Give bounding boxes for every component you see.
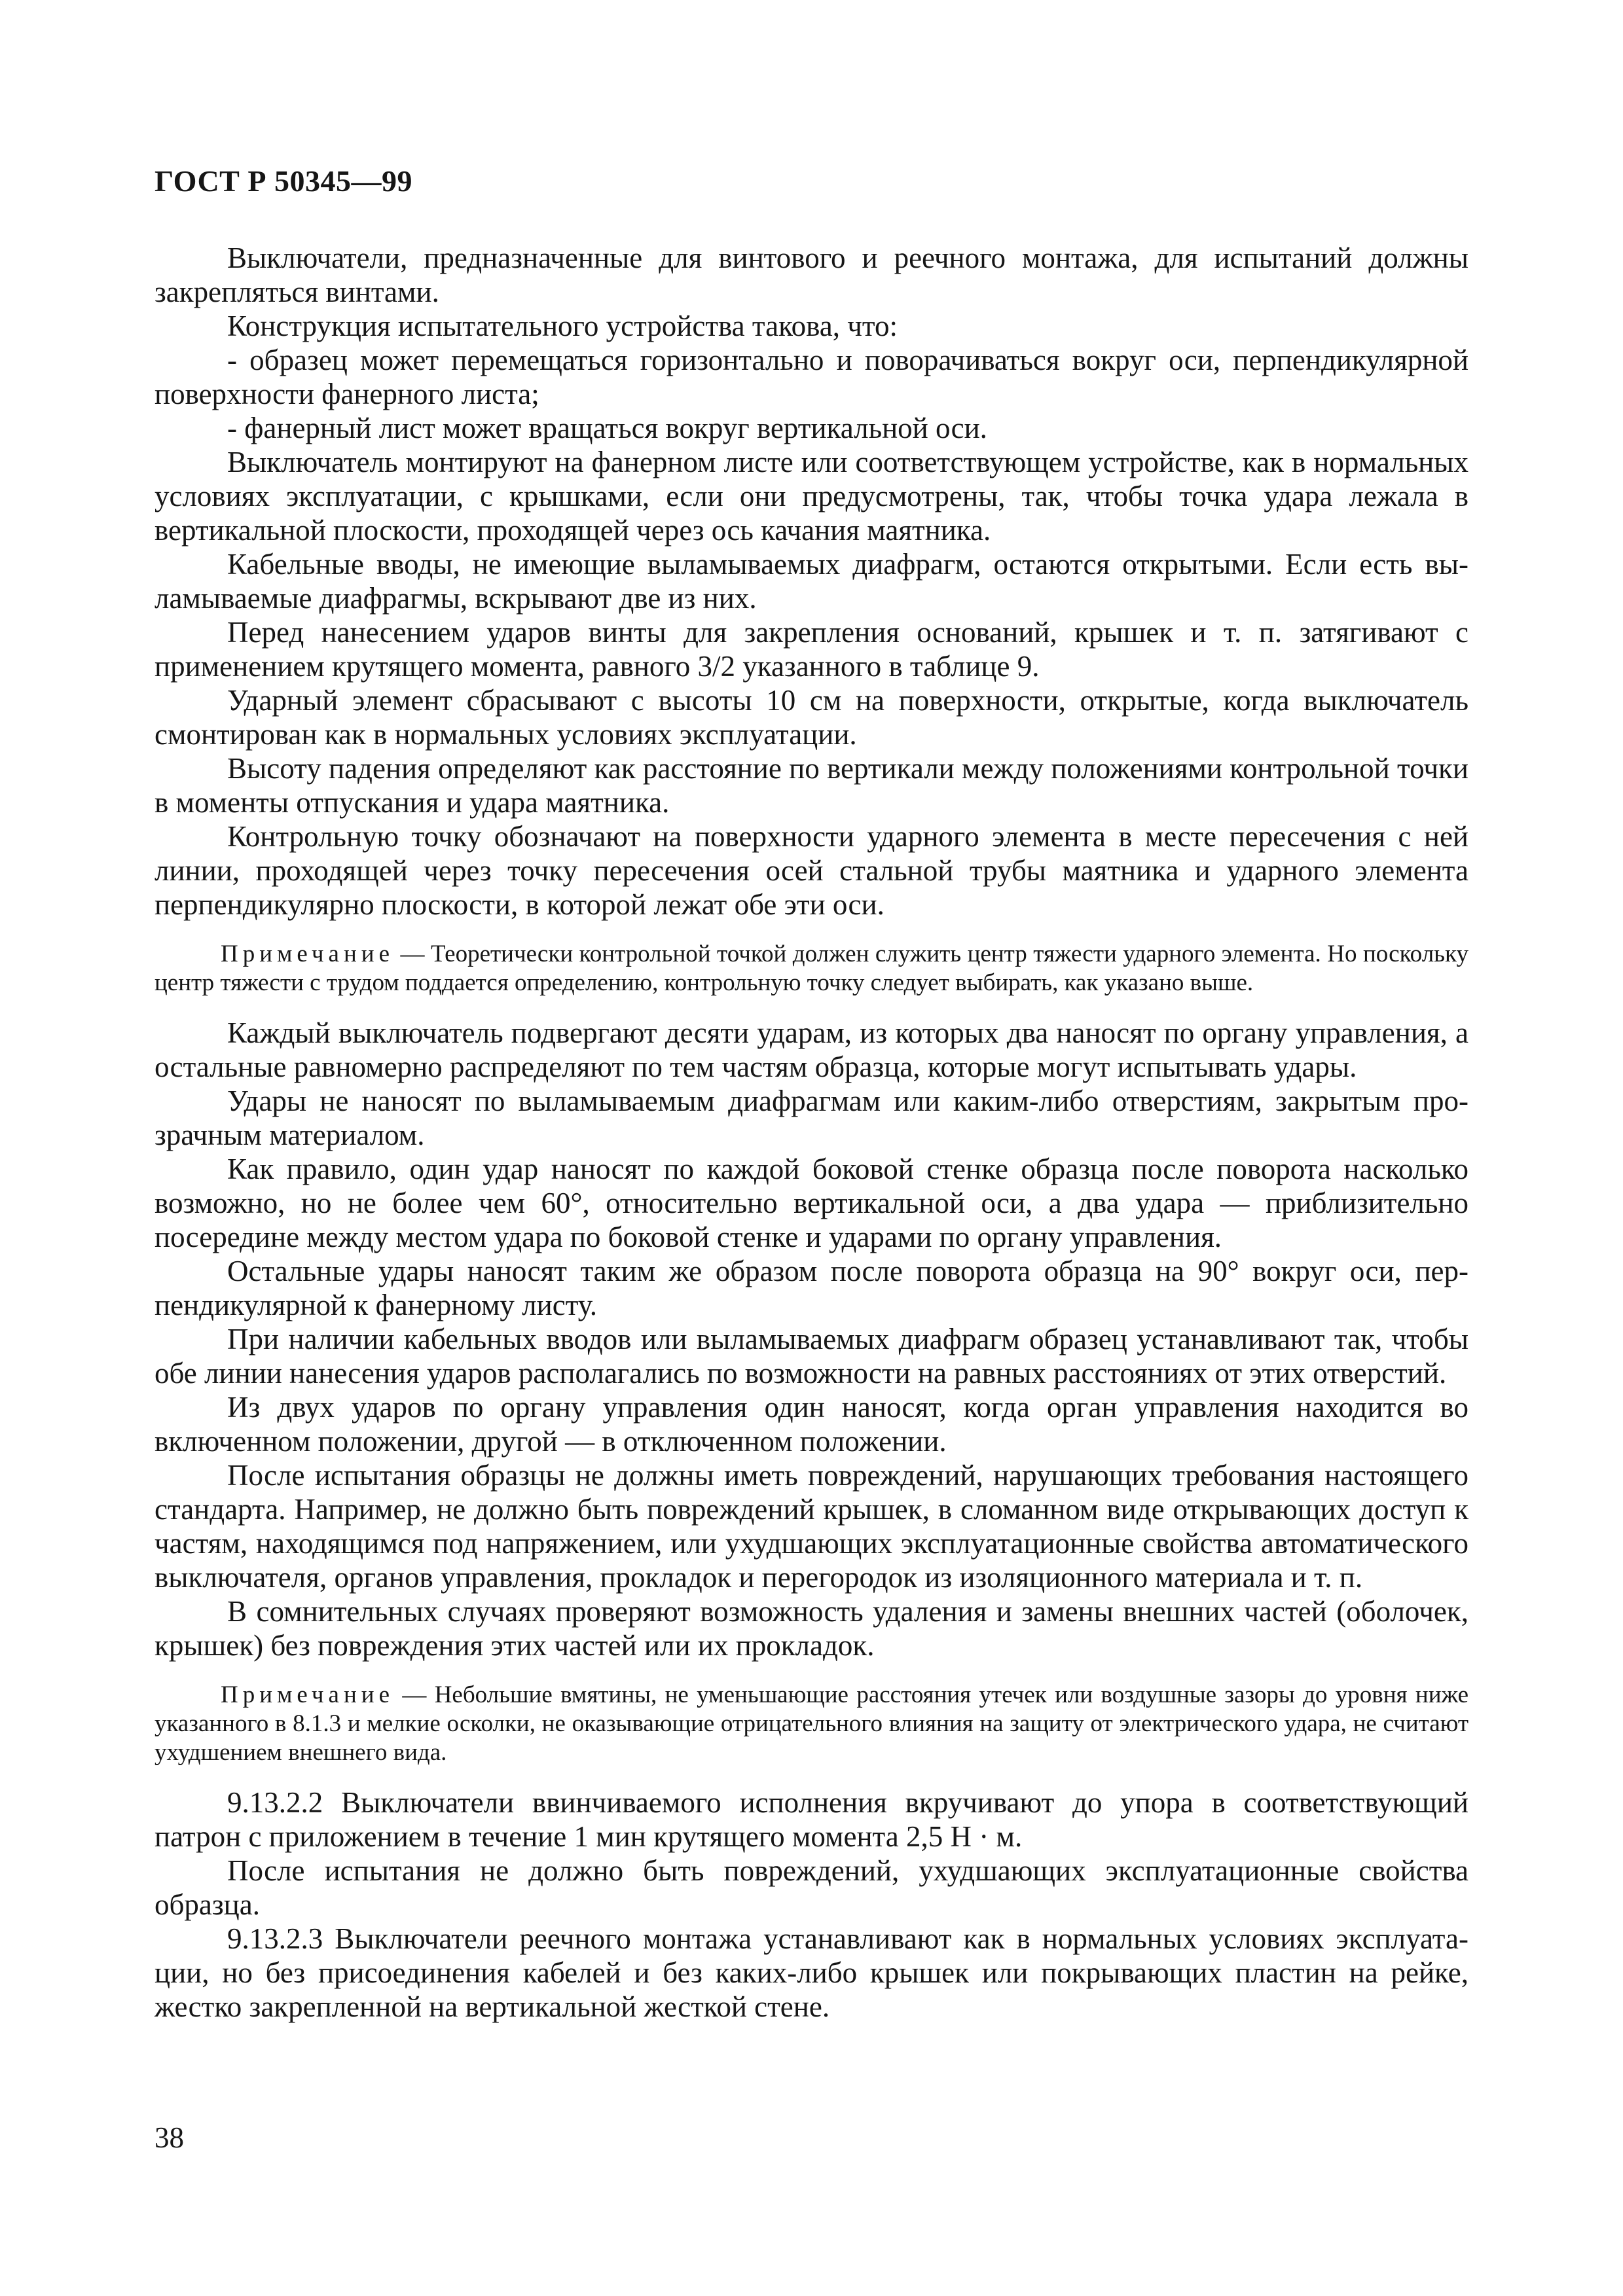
- note: [155, 940, 1468, 997]
- document-header: ГОСТ Р 50345—99: [155, 164, 412, 198]
- list-item: - образец может перемещаться горизонтально и поворачиваться вокруг оси, перпендикулярной поверхности фанерного листа;: [155, 344, 1468, 410]
- paragraph: В сомнительных случаях проверяют возможность удаления и замены внешних частей (оболочек, крышек) без повреждения этих частей или их прокладок.: [155, 1595, 1468, 1662]
- paragraph: После испытания образцы не должны иметь повреждений, нарушающих требования настоящего стандарта. Например, не должно быть повреждений крышек, в сломанном виде открывающих доступ к частям, находящимся под напряжением, или ухудшающих эксплуатационные свойства автоматического выключателя, органов управления, прокладок и перегородок из изоляционного материала и т. п.: [155, 1459, 1468, 1594]
- page-number: 38: [155, 2121, 184, 2154]
- paragraph: При наличии кабельных вводов или выламываемых диафрагм образец устанавливают так, чтобы обе линии нанесения ударов располагались по возможности на равных расстояниях от этих отверстий.: [155, 1323, 1468, 1390]
- paragraph: Контрольную точку обозначают на поверхности ударного элемента в месте пересечения с ней линии, проходящей через точку пересечения осей стальной трубы маятника и ударного элемента перпендикулярно плоскости, в которой лежат обе эти оси.: [155, 820, 1468, 921]
- paragraph: 9.13.2.3 Выключатели реечного монтажа устанавливают как в нормальных условиях эксплуатации, но без присоединения кабелей и без каких-либо крышек или покрывающих пластин на рейке, жестко закрепленной на вертикальной жесткой стене.: [155, 1922, 1468, 2023]
- paragraph: Остальные удары наносят таким же образом после поворота образца на 90° вокруг оси, перпендикулярной к фанерному листу.: [155, 1255, 1468, 1321]
- list-item: - фанерный лист может вращаться вокруг вертикальной оси.: [227, 412, 987, 444]
- note: [155, 1681, 1468, 1767]
- paragraph: Каждый выключатель подвергают десяти ударам, из которых два наносят по органу управления, а остальные равномерно распределяют по тем частям образца, которые могут испытывать удары.: [155, 1016, 1468, 1083]
- paragraph: Из двух ударов по органу управления один наносят, когда орган управления находится во включенном положении, другой — в отключенном положении.: [155, 1391, 1468, 1458]
- paragraph: Высоту падения определяют как расстояние по вертикали между положениями контрольной точки в моменты отпускания и удара маятника.: [155, 752, 1468, 819]
- paragraph: Перед нанесением ударов винты для закрепления оснований, крышек и т. п. затягивают с применением крутящего момента, равного 3/2 указанного в таблице 9.: [155, 616, 1468, 683]
- paragraph: Как правило, один удар наносят по каждой боковой стенке образца после поворота насколько возможно, но не более чем 60°, относительно вертикальной оси, а два удара — приблизительно посередине между местом удара по боковой стенке и ударами по органу управления.: [155, 1153, 1468, 1253]
- paragraph: Выключатели, предназначенные для винтового и реечного монтажа, для испытаний должны закрепляться винтами.: [155, 242, 1468, 308]
- document-body: [155, 241, 1468, 2024]
- note-text: — Теоретически контрольной точкой должен служить центр тяжести ударного элемента. Но поскольку центр тяжести с трудом поддается определению, контрольную точку следует выбирать, как указано выше.: [155, 941, 1468, 996]
- note-text: — Небольшие вмятины, не уменьшающие расстояния утечек или воздушные зазоры до уровня ниже указанного в 8.1.3 и мелкие осколки, не оказывающие отрицательного влияния на защиту от электрического удара, не считают ухудшением внешнего вида.: [155, 1681, 1468, 1766]
- paragraph: Кабельные вводы, не имеющие выламываемых диафрагм, остаются открытыми. Если есть выламываемые диафрагмы, вскрывают две из них.: [155, 548, 1468, 615]
- paragraph: 9.13.2.2 Выключатели ввинчиваемого исполнения вкручивают до упора в соответствующий патрон с приложением в течение 1 мин крутящего момента 2,5 Н · м.: [155, 1786, 1468, 1853]
- paragraph: Конструкция испытательного устройства такова, что:: [227, 310, 898, 342]
- paragraph: Выключатель монтируют на фанерном листе или соответствующем устройстве, как в нормальных условиях эксплуатации, с крышками, если они предусмотрены, так, чтобы точка удара лежала в вертикальной плоскости, проходящей через ось качания маятника.: [155, 446, 1468, 547]
- paragraph: После испытания не должно быть повреждений, ухудшающих эксплуатационные свойства образца.: [155, 1854, 1468, 1921]
- paragraph: Удары не наносят по выламываемым диафрагмам или каким-либо отверстиям, закрытым прозрачным материалом.: [155, 1085, 1468, 1151]
- note-lead: Примечание: [221, 1681, 394, 1708]
- paragraph: Ударный элемент сбрасывают с высоты 10 см на поверхности, открытые, когда выключатель смонтирован как в нормальных условиях эксплуатации.: [155, 684, 1468, 751]
- note-lead: Примечание: [221, 941, 394, 967]
